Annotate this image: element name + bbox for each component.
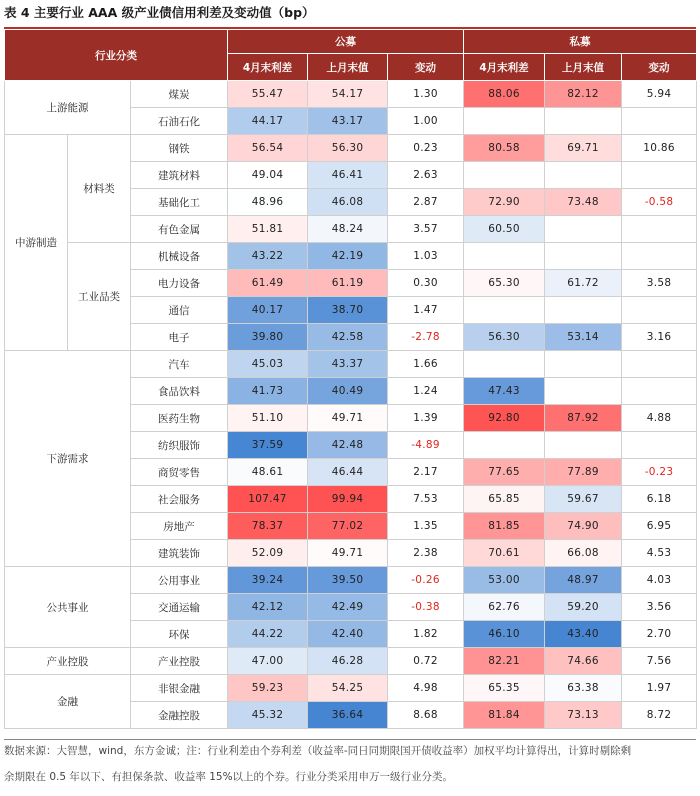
private-change-cell: 8.72 bbox=[622, 702, 697, 729]
public-change-cell: 2.63 bbox=[388, 162, 464, 189]
public-change-cell: 1.30 bbox=[388, 81, 464, 108]
public-apr-spread-cell: 41.73 bbox=[228, 378, 308, 405]
public-last-month-cell: 46.08 bbox=[308, 189, 388, 216]
private-apr-spread-cell: 65.85 bbox=[464, 486, 545, 513]
table-row bbox=[5, 675, 697, 702]
private-last-month-cell: 73.48 bbox=[545, 189, 622, 216]
private-last-month-cell bbox=[545, 432, 622, 459]
private-apr-spread-cell: 88.06 bbox=[464, 81, 545, 108]
subgroup-materials: 材料类 bbox=[68, 135, 131, 243]
private-last-month-cell bbox=[545, 108, 622, 135]
public-change-cell: 7.53 bbox=[388, 486, 464, 513]
private-apr-spread-cell: 65.30 bbox=[464, 270, 545, 297]
public-apr-spread-cell: 107.47 bbox=[228, 486, 308, 513]
public-change-cell: 1.66 bbox=[388, 351, 464, 378]
public-apr-spread-cell: 56.54 bbox=[228, 135, 308, 162]
public-last-month-cell: 42.49 bbox=[308, 594, 388, 621]
header-public-apr: 4月末利差 bbox=[228, 54, 308, 81]
public-change-cell: 2.87 bbox=[388, 189, 464, 216]
industry-name: 石油石化 bbox=[131, 108, 228, 135]
header-private-change: 变动 bbox=[622, 54, 697, 81]
private-last-month-cell bbox=[545, 297, 622, 324]
header-private-apr: 4月末利差 bbox=[464, 54, 545, 81]
group-midstream: 中游制造 bbox=[5, 135, 68, 351]
industry-name: 环保 bbox=[131, 621, 228, 648]
private-change-cell: 2.70 bbox=[622, 621, 697, 648]
private-apr-spread-cell: 65.35 bbox=[464, 675, 545, 702]
public-last-month-cell: 54.17 bbox=[308, 81, 388, 108]
private-apr-spread-cell bbox=[464, 243, 545, 270]
public-last-month-cell: 48.24 bbox=[308, 216, 388, 243]
private-apr-spread-cell: 56.30 bbox=[464, 324, 545, 351]
table-row bbox=[5, 567, 697, 594]
public-last-month-cell: 42.40 bbox=[308, 621, 388, 648]
public-last-month-cell: 38.70 bbox=[308, 297, 388, 324]
private-apr-spread-cell: 80.58 bbox=[464, 135, 545, 162]
private-last-month-cell: 69.71 bbox=[545, 135, 622, 162]
industry-name: 电力设备 bbox=[131, 270, 228, 297]
public-last-month-cell: 43.37 bbox=[308, 351, 388, 378]
private-change-cell: -0.58 bbox=[622, 189, 697, 216]
public-apr-spread-cell: 39.80 bbox=[228, 324, 308, 351]
public-apr-spread-cell: 59.23 bbox=[228, 675, 308, 702]
industry-name: 汽车 bbox=[131, 351, 228, 378]
industry-name: 医药生物 bbox=[131, 405, 228, 432]
industry-name: 有色金属 bbox=[131, 216, 228, 243]
private-last-month-cell: 61.72 bbox=[545, 270, 622, 297]
public-apr-spread-cell: 51.10 bbox=[228, 405, 308, 432]
public-change-cell: 8.68 bbox=[388, 702, 464, 729]
private-apr-spread-cell: 77.65 bbox=[464, 459, 545, 486]
industry-name: 商贸零售 bbox=[131, 459, 228, 486]
group-finance: 金融 bbox=[5, 675, 131, 729]
private-change-cell bbox=[622, 351, 697, 378]
public-last-month-cell: 77.02 bbox=[308, 513, 388, 540]
header-public-last: 上月末值 bbox=[308, 54, 388, 81]
private-change-cell bbox=[622, 432, 697, 459]
private-last-month-cell: 53.14 bbox=[545, 324, 622, 351]
public-apr-spread-cell: 47.00 bbox=[228, 648, 308, 675]
private-last-month-cell bbox=[545, 351, 622, 378]
private-change-cell: 4.03 bbox=[622, 567, 697, 594]
header-public: 公募 bbox=[228, 30, 464, 54]
private-change-cell: 7.56 bbox=[622, 648, 697, 675]
industry-name: 交通运输 bbox=[131, 594, 228, 621]
industry-name: 电子 bbox=[131, 324, 228, 351]
private-change-cell: 3.16 bbox=[622, 324, 697, 351]
public-apr-spread-cell: 55.47 bbox=[228, 81, 308, 108]
industry-name: 基础化工 bbox=[131, 189, 228, 216]
industry-name: 钢铁 bbox=[131, 135, 228, 162]
table-caption: 表 4 主要行业 AAA 级产业债信用利差及变动值（bp） bbox=[4, 5, 315, 20]
public-last-month-cell: 36.64 bbox=[308, 702, 388, 729]
industry-name: 煤炭 bbox=[131, 81, 228, 108]
industry-name: 纺织服饰 bbox=[131, 432, 228, 459]
public-change-cell: 1.47 bbox=[388, 297, 464, 324]
private-last-month-cell: 66.08 bbox=[545, 540, 622, 567]
public-apr-spread-cell: 44.17 bbox=[228, 108, 308, 135]
private-change-cell: 3.56 bbox=[622, 594, 697, 621]
public-last-month-cell: 54.25 bbox=[308, 675, 388, 702]
private-change-cell: 10.86 bbox=[622, 135, 697, 162]
public-apr-spread-cell: 51.81 bbox=[228, 216, 308, 243]
public-change-cell: 3.57 bbox=[388, 216, 464, 243]
public-apr-spread-cell: 49.04 bbox=[228, 162, 308, 189]
public-last-month-cell: 39.50 bbox=[308, 567, 388, 594]
private-last-month-cell: 43.40 bbox=[545, 621, 622, 648]
private-last-month-cell bbox=[545, 162, 622, 189]
industry-name: 金融控股 bbox=[131, 702, 228, 729]
private-apr-spread-cell: 47.43 bbox=[464, 378, 545, 405]
header-public-change: 变动 bbox=[388, 54, 464, 81]
table-row bbox=[5, 351, 697, 378]
public-change-cell: 1.35 bbox=[388, 513, 464, 540]
private-apr-spread-cell: 60.50 bbox=[464, 216, 545, 243]
public-change-cell: 1.24 bbox=[388, 378, 464, 405]
public-apr-spread-cell: 61.49 bbox=[228, 270, 308, 297]
table-row bbox=[5, 135, 697, 162]
private-change-cell bbox=[622, 216, 697, 243]
public-last-month-cell: 49.71 bbox=[308, 540, 388, 567]
public-change-cell: -2.78 bbox=[388, 324, 464, 351]
industry-name: 建筑装饰 bbox=[131, 540, 228, 567]
private-apr-spread-cell: 92.80 bbox=[464, 405, 545, 432]
public-change-cell: 1.82 bbox=[388, 621, 464, 648]
public-change-cell: -0.38 bbox=[388, 594, 464, 621]
public-last-month-cell: 42.19 bbox=[308, 243, 388, 270]
private-apr-spread-cell: 81.85 bbox=[464, 513, 545, 540]
public-apr-spread-cell: 45.32 bbox=[228, 702, 308, 729]
private-last-month-cell: 77.89 bbox=[545, 459, 622, 486]
group-public-utility: 公共事业 bbox=[5, 567, 131, 648]
private-change-cell: 6.18 bbox=[622, 486, 697, 513]
group-upstream: 上游能源 bbox=[5, 81, 131, 135]
public-last-month-cell: 40.49 bbox=[308, 378, 388, 405]
public-change-cell: 2.17 bbox=[388, 459, 464, 486]
public-last-month-cell: 99.94 bbox=[308, 486, 388, 513]
private-apr-spread-cell bbox=[464, 108, 545, 135]
private-last-month-cell: 59.67 bbox=[545, 486, 622, 513]
private-apr-spread-cell: 62.76 bbox=[464, 594, 545, 621]
source-note-line-2: 余期限在 0.5 年以下、有担保条款、收益率 15%以上的个券。行业分类采用申万一级行业分类。 bbox=[4, 771, 454, 783]
public-apr-spread-cell: 48.61 bbox=[228, 459, 308, 486]
source-note-line-1: 数据来源：大智慧，wind，东方金诚；注：行业利差由个券利差（收益率-同日同期限国开债收益率）加权平均计算得出，计算时剔除剩 bbox=[4, 745, 632, 757]
public-change-cell: 1.39 bbox=[388, 405, 464, 432]
private-change-cell: 4.88 bbox=[622, 405, 697, 432]
industry-name: 产业控股 bbox=[131, 648, 228, 675]
private-last-month-cell: 87.92 bbox=[545, 405, 622, 432]
private-last-month-cell: 63.38 bbox=[545, 675, 622, 702]
public-last-month-cell: 46.28 bbox=[308, 648, 388, 675]
public-last-month-cell: 42.48 bbox=[308, 432, 388, 459]
public-apr-spread-cell: 42.12 bbox=[228, 594, 308, 621]
public-apr-spread-cell: 44.22 bbox=[228, 621, 308, 648]
private-change-cell bbox=[622, 162, 697, 189]
public-change-cell: -0.26 bbox=[388, 567, 464, 594]
private-apr-spread-cell bbox=[464, 432, 545, 459]
public-change-cell: -4.89 bbox=[388, 432, 464, 459]
public-apr-spread-cell: 52.09 bbox=[228, 540, 308, 567]
table-row bbox=[5, 243, 697, 270]
private-apr-spread-cell bbox=[464, 297, 545, 324]
industry-name: 机械设备 bbox=[131, 243, 228, 270]
private-change-cell: 3.58 bbox=[622, 270, 697, 297]
public-last-month-cell: 43.17 bbox=[308, 108, 388, 135]
header-private-last: 上月末值 bbox=[545, 54, 622, 81]
private-change-cell bbox=[622, 108, 697, 135]
public-apr-spread-cell: 78.37 bbox=[228, 513, 308, 540]
private-last-month-cell: 74.90 bbox=[545, 513, 622, 540]
private-last-month-cell: 59.20 bbox=[545, 594, 622, 621]
spread-table bbox=[4, 29, 697, 729]
public-change-cell: 0.23 bbox=[388, 135, 464, 162]
group-downstream: 下游需求 bbox=[5, 351, 131, 567]
industry-name: 通信 bbox=[131, 297, 228, 324]
industry-name: 房地产 bbox=[131, 513, 228, 540]
private-last-month-cell bbox=[545, 378, 622, 405]
header-category: 行业分类 bbox=[5, 30, 228, 81]
public-change-cell: 0.72 bbox=[388, 648, 464, 675]
private-last-month-cell bbox=[545, 243, 622, 270]
private-last-month-cell: 74.66 bbox=[545, 648, 622, 675]
public-change-cell: 4.98 bbox=[388, 675, 464, 702]
private-last-month-cell: 82.12 bbox=[545, 81, 622, 108]
private-change-cell: 1.97 bbox=[622, 675, 697, 702]
table-row bbox=[5, 81, 697, 108]
private-change-cell: -0.23 bbox=[622, 459, 697, 486]
private-change-cell: 4.53 bbox=[622, 540, 697, 567]
public-apr-spread-cell: 37.59 bbox=[228, 432, 308, 459]
private-change-cell bbox=[622, 297, 697, 324]
public-last-month-cell: 46.41 bbox=[308, 162, 388, 189]
private-apr-spread-cell: 72.90 bbox=[464, 189, 545, 216]
header-private: 私募 bbox=[464, 30, 697, 54]
industry-name: 公用事业 bbox=[131, 567, 228, 594]
private-last-month-cell: 48.97 bbox=[545, 567, 622, 594]
private-apr-spread-cell bbox=[464, 351, 545, 378]
private-apr-spread-cell: 70.61 bbox=[464, 540, 545, 567]
public-apr-spread-cell: 45.03 bbox=[228, 351, 308, 378]
public-apr-spread-cell: 48.96 bbox=[228, 189, 308, 216]
subgroup-industrial: 工业品类 bbox=[68, 243, 131, 351]
public-last-month-cell: 56.30 bbox=[308, 135, 388, 162]
private-apr-spread-cell: 81.84 bbox=[464, 702, 545, 729]
private-last-month-cell: 73.13 bbox=[545, 702, 622, 729]
public-last-month-cell: 42.58 bbox=[308, 324, 388, 351]
public-change-cell: 1.03 bbox=[388, 243, 464, 270]
private-apr-spread-cell: 53.00 bbox=[464, 567, 545, 594]
private-last-month-cell bbox=[545, 216, 622, 243]
private-apr-spread-cell: 46.10 bbox=[464, 621, 545, 648]
industry-name: 非银金融 bbox=[131, 675, 228, 702]
table-row bbox=[5, 648, 697, 675]
industry-name: 食品饮料 bbox=[131, 378, 228, 405]
private-change-cell: 6.95 bbox=[622, 513, 697, 540]
public-apr-spread-cell: 43.22 bbox=[228, 243, 308, 270]
public-last-month-cell: 49.71 bbox=[308, 405, 388, 432]
industry-name: 建筑材料 bbox=[131, 162, 228, 189]
public-last-month-cell: 46.44 bbox=[308, 459, 388, 486]
private-apr-spread-cell bbox=[464, 162, 545, 189]
private-change-cell: 5.94 bbox=[622, 81, 697, 108]
group-holding: 产业控股 bbox=[5, 648, 131, 675]
public-apr-spread-cell: 40.17 bbox=[228, 297, 308, 324]
public-last-month-cell: 61.19 bbox=[308, 270, 388, 297]
public-apr-spread-cell: 39.24 bbox=[228, 567, 308, 594]
public-change-cell: 1.00 bbox=[388, 108, 464, 135]
private-change-cell bbox=[622, 378, 697, 405]
public-change-cell: 2.38 bbox=[388, 540, 464, 567]
private-change-cell bbox=[622, 243, 697, 270]
industry-name: 社会服务 bbox=[131, 486, 228, 513]
private-apr-spread-cell: 82.21 bbox=[464, 648, 545, 675]
public-change-cell: 0.30 bbox=[388, 270, 464, 297]
